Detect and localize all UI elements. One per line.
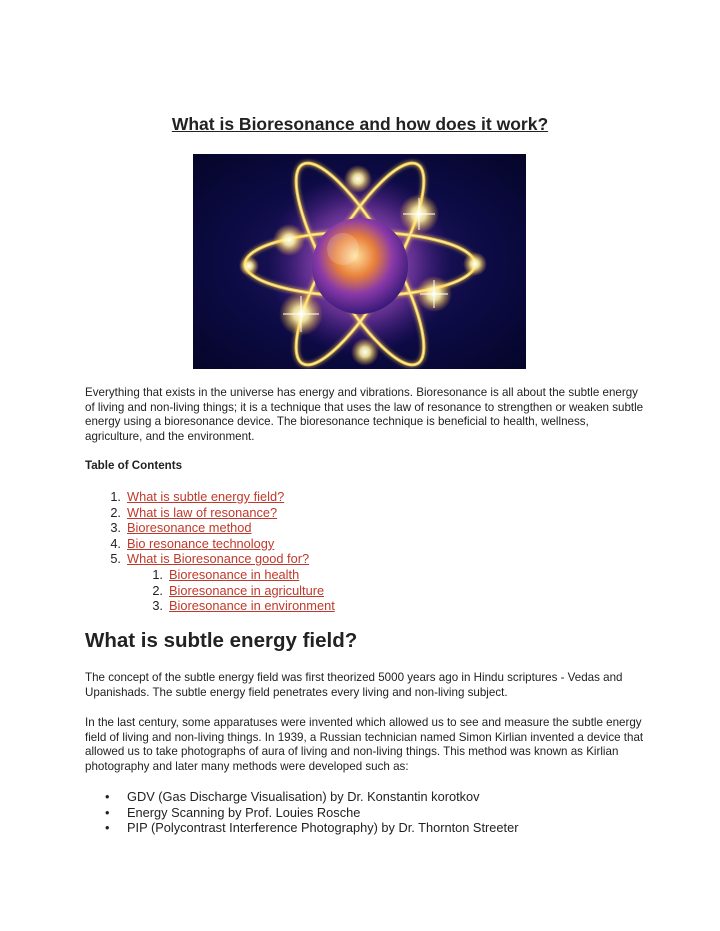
toc-item[interactable] bbox=[103, 520, 335, 536]
toc-item[interactable] bbox=[103, 551, 335, 567]
toc-heading: Table of Contents bbox=[85, 459, 183, 472]
toc-link[interactable]: What is Bioresonance good for? bbox=[127, 551, 310, 567]
toc-subitem-number: 2. bbox=[152, 582, 163, 598]
toc-item-number: 1. bbox=[110, 489, 121, 504]
energy-atom-image bbox=[193, 154, 526, 369]
page-title: What is Bioresonance and how does it work? bbox=[171, 114, 549, 134]
toc-item[interactable] bbox=[103, 505, 335, 521]
list-item bbox=[103, 789, 518, 805]
toc-subitem[interactable] bbox=[103, 567, 335, 583]
section-paragraph: The concept of the subtle energy field was first theorized 5000 years ago in Hindu scriptures - Vedas and Upanishads. The subtle energy field penetrates every living and non-living subject. bbox=[85, 671, 623, 699]
list-item-text: PIP (Polycontrast Interference Photography) by Dr. Thornton Streeter bbox=[127, 820, 519, 836]
toc-link[interactable]: What is law of resonance? bbox=[127, 504, 278, 520]
toc-link[interactable]: Bioresonance in agriculture bbox=[169, 582, 325, 598]
toc-link[interactable]: Bioresonance method bbox=[127, 520, 252, 536]
bullet-icon: • bbox=[105, 820, 110, 836]
list-item bbox=[103, 805, 518, 821]
section-heading: What is subtle energy field? bbox=[85, 629, 358, 652]
toc-link[interactable]: Bioresonance in health bbox=[169, 566, 300, 582]
toc-item-number: 2. bbox=[110, 504, 121, 520]
list-item-text: GDV (Gas Discharge Visualisation) by Dr. Konstantin korotkov bbox=[127, 789, 480, 804]
list-item bbox=[103, 820, 518, 836]
bullet-icon: • bbox=[105, 789, 110, 804]
toc-link[interactable]: Bioresonance in environment bbox=[169, 598, 335, 614]
toc-link[interactable]: What is subtle energy field? bbox=[127, 489, 285, 504]
toc-subitem-number: 3. bbox=[152, 598, 163, 614]
toc-item[interactable] bbox=[103, 489, 335, 505]
toc-link[interactable]: Bio resonance technology bbox=[127, 535, 275, 551]
toc-item[interactable] bbox=[103, 536, 335, 552]
methods-list bbox=[103, 789, 518, 836]
toc-subitem[interactable] bbox=[103, 583, 335, 599]
section-paragraph: In the last century, some apparatuses were invented which allowed us to see and measure the subtle energy field of living and non-living things. In 1939, a Russian technician named Simon Kirlian invented a device that allowed us to take photographs of aura of living and non-living things. This method was known as Kirlian photography and later many methods were developed such as: bbox=[85, 716, 644, 773]
bullet-icon: • bbox=[105, 804, 110, 820]
table-of-contents bbox=[103, 489, 335, 614]
list-item-text: Energy Scanning by Prof. Louies Rosche bbox=[127, 804, 361, 820]
toc-subitem-number: 1. bbox=[152, 566, 163, 582]
intro-paragraph: Everything that exists in the universe has energy and vibrations. Bioresonance is all about the subtle energy of living and non-living things; it is a technique that uses the law of resonance to strengthen or weaken subtle energy using a bioresonance device. The bioresonance technique is beneficial to health, wellness, agriculture, and the environment. bbox=[85, 386, 644, 443]
toc-item-number: 3. bbox=[110, 520, 121, 536]
toc-subitem[interactable] bbox=[103, 598, 335, 614]
toc-item-number: 5. bbox=[110, 551, 121, 567]
toc-item-number: 4. bbox=[110, 535, 121, 551]
